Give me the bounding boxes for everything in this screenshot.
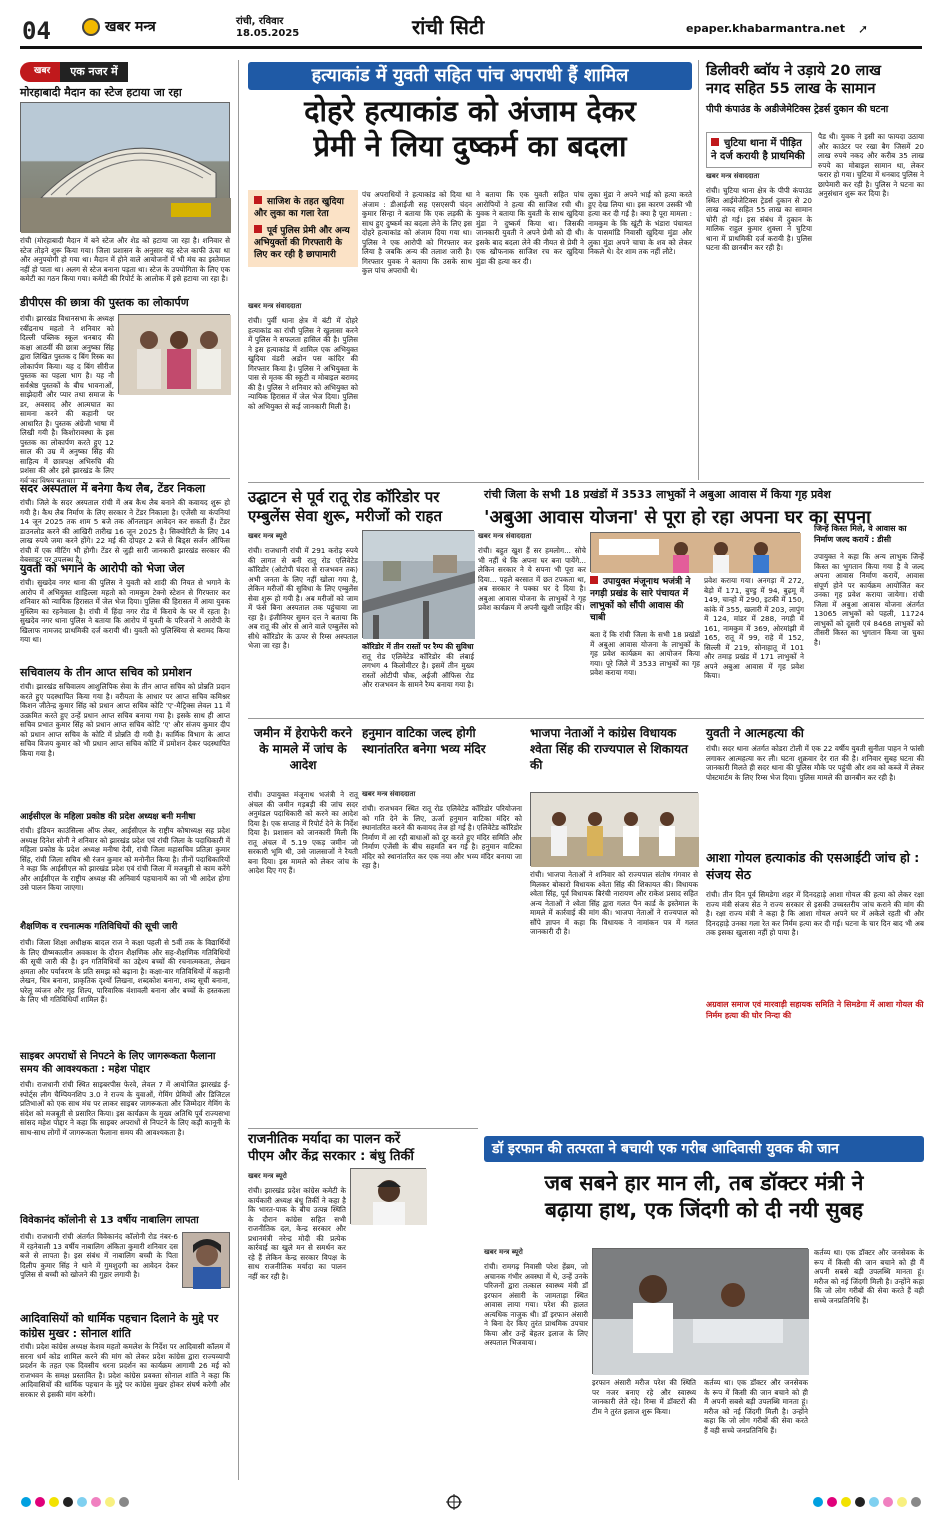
- land-body: रांची। उपायुक्त मंजूनाथ भजंत्री ने रातू अंचल की जमीन गड़बड़ी की जांच सदर अनुमंडल पदाधिकारी को करने का आदेश दिया है। एक सप्ताह में रिपोर्ट देने के निर्देश दिया है। प्रशासन को जानकारी मिली कि रातू अंचल में 5.19 एकड़ जमीन जो सरकारी भूमि थी, उसे जालसाजों ने रैयती बना दिया। इस मामले को लेकर जांच के आदेश दिए गए हैं।: [248, 790, 358, 875]
- suicide-body: रांची। सदर थाना अंतर्गत कोडरा टोली में एक 22 वर्षीय युवती सुनीता पाहन ने फांसी लगाकर आत्महत्या कर ली। घटना शुक्रवार देर रात की है। शनिवार सुबह घटना की जानकारी मिलते ही सदर थाना की पुलिस मौके पर पहुंची और शव को कब्जे में लेकर पोस्टमार्टम के लिए रिम्स भेज दिया। पुलिस मामले की छानबीन कर रही है।: [706, 744, 924, 782]
- ribbon-title: एक नजर में: [60, 62, 128, 82]
- abua-banner: रांची जिला के सभी 18 प्रखंडों में 3533 लाभुकों ने अबुआ आवास में किया गृह प्रवेश: [484, 488, 831, 501]
- color-registration-right: [700, 1496, 924, 1508]
- ambulance-headline: [248, 488, 480, 526]
- bullet-square-icon: [590, 576, 598, 584]
- delivery-headline: [706, 62, 924, 98]
- missing-girl-photo: [182, 1232, 230, 1288]
- lead-body-col3: ने बताया कि एक युवती सहित पांच आरोपियों ने हत्या की साजिश रची थी। युवक ने बताया कि युवती के साथ खुदिया मुंडा ने दुष्कर्म किया था। जिसकी जानकारी युवती ने अपने प्रेमी को दी थी। इसके बाद बदला लेने की नीयत से प्रेमी ने एक खौफनाक साजिश रच कर खुदिया मुंडा की हत्या कर दी।: [476, 190, 584, 266]
- color-registration-left: [20, 1496, 230, 1508]
- stage-photo: [20, 102, 230, 232]
- date-line-1: रांची, रविवार: [236, 16, 284, 27]
- abua-caption-body: बता दें कि रांची जिला के सभी 18 प्रखंडों में अबुआ आवास योजना के लाभुकों के गृह प्रवेश कार्यक्रम का आयोजन किया गया। पूरे जिले में 3533 लाभुकों का गृह प्रवेश कराया गया।: [590, 630, 700, 677]
- byline: खबर मन्त्र ब्यूरो: [248, 1172, 287, 1180]
- story-body: रांची। झारखंड सचिवालय आशुलिपिक सेवा के तीन आप्त सचिव को प्रोन्नति प्रदान करते हुए पदस्थापित किया गया है। वरीयता के आधार पर आप्त सचिव कमिश्नर किशन जीतेन्द्र कुमार सिंह को प्रधान आप्त सचिव कोटि 'ए'-मैट्रिक्स लेवल 11 में उत्क्रमित करते हुए उन्हें प्रधान आप्त सचिव बनाया गया है। इसके साथ ही आप्त सचिव प्रभात कुमार सिंह को प्रधान आप्त सचिव कोटि 'ए' और संजय कुमार दीप को प्रधान आप्त सचिव के कोटि में प्रोन्नति दी गयी है। कार्मिक विभाग के आप्त सचिव विजय कुमार को भी प्रधान आप्त सचिव कोटि में प्रमोशन देकर पदस्थापित किया गया है।: [20, 682, 230, 758]
- lead-body-col2: पंच अपराधियों ने हत्याकांड को दिया था अंजाम : डीआईजी सह एसएसपी चंदन कुमार सिन्हा ने बताया कि एक लड़की के साथ हुए दुष्कर्म का बदला लेने के लिए इस दोहरे हत्याकांड को अंजाम दिया गया था। पुलिस ने एक आरोपी को गिरफ्तार कर लिया है जबकि अन्य की तलाश जारी है। गिरफ्तार युवक ने बताया कि उसके साथ कुल पांच अपराधी थे।: [362, 190, 472, 275]
- ambulance-subhead: कॉरिडोर में तीन रास्तों पर रैम्प की सुविधा: [362, 642, 474, 651]
- date-line-2: 18.05.2025: [236, 28, 300, 39]
- ambulance-body: रांची। राजधानी रांची में 291 करोड़ रुपये की लागत से बनी रातू रोड एलिवेटेड कॉरिडोर (ओटोपी चंदरा से राजभवन तक) अभी जनता के लिए नहीं खोला गया है, लेकिन मरीजों की सुविधा के लिए एम्बुलेंस सेवा शुरू हो गयी है। अब मरीजों को जाम में फंसे बिना अस्पताल तक पहुंचाया जा रहा है। इंजीनियर सुमन दत्त ने बताया कि अब रातू की ओर से आने वाले एम्बुलेंस को सीधे कॉरिडोर के ऊपर से रिम्स अस्पताल भेजा जा रहा है।: [248, 546, 358, 650]
- patient-care-illustration: [593, 1249, 809, 1375]
- divider: [20, 478, 230, 479]
- lead-bullets: [248, 190, 358, 267]
- website-link[interactable]: epaper.khabarmantra.net: [686, 22, 845, 35]
- corridor-illustration: [363, 531, 475, 639]
- story-body: रांची (मोरहाबादी मैदान में बने स्टेज और शेड को हटाया जा रहा है। शनिवार से स्टेज तोड़ने शुरू किया गया। जिला प्रशासन के अनुसार यह स्टेज काफी ऊंचा था और अनुपयोगी हो गया था। मैदान में होने वाले आयोजनों में भी मंच का इस्तेमाल नहीं हो पाता था। अलग से स्टेज बनाना पड़ता था। स्टेज के उपयोगिता के लिए एक कमेटी का गठन किया गया। कमेटी की रिपोर्ट के आलोक में इसे हटाया जा रहा है।: [20, 236, 230, 283]
- lead-kicker: हत्याकांड में युवती सहित पांच अपराधी हैं शामिल: [248, 62, 692, 90]
- column-rule: [238, 60, 239, 1480]
- abua-body: रांची। बहुत खुश हैं सर हमलोग... सोचे भी नहीं थे कि अपना घर बना पायेंगे... लेकिन सरकार ने ये सपना भी पूरा कर दिया... पहले बरसात में छत टपकता था, अब सरकार ने पक्का घर दे दिया है। अबुआ आवास योजना के लाभुकों ने गृह प्रवेश कार्यक्रम में अपनी खुशी जाहिर की।: [478, 546, 586, 612]
- portrait-illustration: [183, 1233, 231, 1289]
- irfan-body: रांची। रामगढ़ निवासी परेश हेंब्रम, जो अचानक गंभीर अवस्था में थे, उन्हें उनके परिजनों द्वारा तत्काल स्वास्थ्य मंत्री डॉ इरफान अंसारी के जामताड़ा स्थित आवास लाया गया। परेश की हालत अत्यधिक नाजुक थी। डॉ इरफान अंसारी ने बिना देर किए तुरंत प्राथमिक उपचार किया और उन्हें बेहतर इलाज के लिए अस्पताल भिजवाया।: [484, 1262, 588, 1347]
- section-ribbon: [20, 62, 230, 82]
- column-rule: [698, 60, 699, 480]
- lead-headline-line2: प्रेमी ने लिया दुष्कर्म का बदला: [313, 129, 627, 164]
- byline: खबर मन्त्र संवाददाता: [478, 532, 532, 540]
- story-body: रांची। इंडियन काउंसिल्स ऑफ लेबर, आईसीएल के राष्ट्रीय कोषाध्यक्ष सह प्रदेश अध्यक्ष दिनेश सोनी ने शनिवार को झारखंड प्रदेश एवं रांची जिला के पदाधिकारी में महिला प्रकोष्ठ के प्रदेश अध्यक्ष मनीषा देवी, रांची जिला महासचिव प्रतिज्ञा कुमार सिंह, रांची जिला सचिव श्री रंजन कुमार को मनोनीत किया है। तीनों पदाधिकारियों ने कहा कि आईसीएल को झारखंड प्रदेश एवं रांची जिला में मजबूती से काम करेंगे और आईसीएल के राष्ट्रीय अध्यक्ष की अनिवार्य पहचानायें का जो भी आदेश होगा उसे पालन किया जाएगा।: [20, 826, 230, 892]
- irfan-headline: [484, 1170, 924, 1225]
- bandhu-body: रांची। झारखंड प्रदेश कांग्रेस कमेटी के कार्यकारी अध्यक्ष बंधु तिर्की ने कहा है कि भारत-पाक के बीच उत्पन्न स्थिति के दौरान कांग्रेस सहित सभी राजनीतिक दल, केन्द्र सरकार और प्रधानमंत्री नरेन्द्र मोदी की प्रत्येक कार्रवाई का खुले मन से समर्थन कर रहे हैं लेकिन केन्द्र सरकार विपक्ष के साथ राजनीतिक मर्यादा का पालन नहीं कर रही है।: [248, 1186, 346, 1281]
- story-body: रांची। सुखदेव नगर थाना की पुलिस ने युवती को शादी की नियत से भगाने के आरोप में अभियुक्त शाहिल्ला महतो को नामकुम टेक्नो स्टेशन से गिरफ्तार कर शनिवार को न्यायिक हिरासत में जेल भेज दिया। पुलिस की हिरासत में आया युवक मुस्लिम का रहनेवाला है। रांची में हिंदा नगर रोड में किराये के घर में रहता है। सुखदेव नगर थाना पुलिस ने बताया कि आरोप में युवती के परिजनों ने आरोपी के खिलाफ नामजद प्राथमिकी दर्ज करायी थी। युवती को पुलिस्थिया से बरामद किया गया था।: [20, 578, 230, 644]
- header-rule: [20, 46, 922, 49]
- bullet-square-icon: [254, 225, 262, 233]
- brand-logo-icon: [82, 18, 100, 36]
- brand-name: खबर मन्त्र: [105, 19, 156, 35]
- delivery-headline-line2: नगद सहित 55 लाख के सामान: [706, 81, 876, 98]
- land-headline: जमीन में हेराफेरी करने के मामले में जांच के आदेश: [254, 726, 352, 772]
- story-heading: युवती को भगाने के आरोपी को भेजा जेल: [20, 562, 185, 575]
- abua-headline: 'अबुआ आवास योजना' से पूरा हो रहा अपना घर का सपना: [484, 507, 871, 528]
- ambulance-headline-line2: एम्बुलेंस सेवा शुरू, मरीजों को राहत: [248, 506, 443, 525]
- bandhu-headline-line1: राजनीतिक मर्यादा का पालन करें: [248, 1132, 401, 1147]
- story-heading: साइबर अपराधों से निपटने के लिए जागरूकता फैलाना समय की आवश्यकता : महेश पोद्दार: [20, 1051, 216, 1076]
- story-heading: आदिवासियों को धार्मिक पहचान दिलाने के मुद्दे पर कांग्रेस मुखर : सोनाल शांति: [20, 1312, 219, 1340]
- hanuman-headline: हनुमान वाटिका जल्द होगी स्थानांतरित बनेगा भव्य मंदिर: [362, 726, 486, 756]
- divider: [248, 718, 924, 719]
- irfan-photo: [592, 1248, 808, 1374]
- byline: खबर मन्त्र संवाददाता: [248, 302, 302, 310]
- bjp-headline: भाजपा नेताओं ने कांग्रेस विधायक श्वेता सिंह की राज्यपाल से शिकायत की: [530, 726, 688, 772]
- bullet-square-icon: [711, 138, 719, 146]
- irfan-body3-part: कर्तव्य था। एक डॉक्टर और जनसेवक के रूप में किसी की जान बचाने को ही मैं अपनी सबसे बड़ी उपलब्धि मानता हूं। मरीज को नई जिंदगी मिली है। उन्होंने कहा कि जो लोग गरीबों की सेवा करते हैं वही सच्चे जनप्रतिनिधि हैं।: [704, 1378, 808, 1435]
- irfan-banner: डॉ इरफान की तत्परता ने बचायी एक गरीब आदिवासी युवक की जान: [484, 1136, 924, 1162]
- story-heading-2: [20, 296, 230, 311]
- irfan-headline-line2: बढ़ाया हाथ, एक जिंदगी को दी नयी सुबह: [545, 1198, 863, 1223]
- byline: खबर मन्त्र ब्यूरो: [248, 532, 287, 540]
- story-heading: आईसीएल के महिला प्रकोष्ठ की प्रदेश अध्यक्ष बनी मनीषा: [20, 812, 196, 822]
- divider: [248, 482, 924, 483]
- lead-bullet: पूर्व पुलिस प्रेमी और अन्य अभियुक्तों की गिरफ्तारी के लिए कर रही है छापामारी: [254, 225, 350, 260]
- governor-meeting-illustration: [531, 793, 699, 867]
- abua-stats: प्रवेश कराया गया। अनगड़ा में 272, बेड़ो में 171, बुण्डु में 94, बुढ़मू में 149, चान्हो में 290, इटकी में 150, कांके में 355, खलारी में 203, लापुंग में 124, मांडर में 288, नगड़ी में 161, नामकुम में 369, ओरमांझी में 165, रातू में 99, राहे में 152, सिल्ली में 219, सोनाहातू में 101 और तमाड़ प्रखंड में 171 लाभुकों ने अपने अबुआ आवास में गृह प्रवेश किया।: [704, 576, 804, 680]
- ambulance-headline-line1: उद्घाटन से पूर्व रातू रोड कॉरिडोर पर: [248, 488, 440, 506]
- story-heading: शैक्षणिक व रचनात्मक गतिविधियों की सूची जारी: [20, 922, 178, 932]
- story-heading: डीपीएस की छात्रा की पुस्तक का लोकार्पण: [20, 296, 189, 309]
- page-number: 04: [22, 17, 51, 45]
- brand: [82, 18, 156, 36]
- abua-photo: [590, 532, 800, 572]
- divider: [248, 1128, 478, 1129]
- registration-mark-icon: [446, 1494, 462, 1510]
- irfan-body2: इरफान अंसारी मरीज परेश की स्थिति पर नजर बनाए रहे और स्वास्थ्य जानकारी लेते रहे। रिम्स में डॉक्टरों की टीम ने तुरंत इलाज शुरू किया।: [592, 1378, 696, 1416]
- bandhu-headline: [248, 1132, 478, 1166]
- delivery-body-col1: रांची। चुटिया थाना क्षेत्र के पीपी कंपाउंड स्थित आईमेजेटिक्स ट्रेडर्स दुकान से 20 लाख नकद सहित 55 लाख का सामान चोरी हो गई। इस संबंध में दुकान के मालिक राहुल कुमार शुक्ला ने चुटिया थाना में प्राथमिकी दर्ज करायी है। पुलिस घटना की छानबीन कर रही है।: [706, 186, 812, 252]
- lead-body-col4: लुका मुंडा ने अपने भाई को हत्या करते हुए देख लिया था। इस कारण उसकी भी हत्या कर दी गई है। क्या है पूरा मामला : नामकुम के कि खूंटी के भंडारा पंचायत के पासमांडि निवासी खुदिया मुंडा और लुका मुंडा अपने चाचा के शव को लेकर निकले थे। देर शाम तक नहीं लौटे।: [588, 190, 692, 256]
- cursor-icon: ➚: [858, 22, 869, 36]
- bandhu-photo: [350, 1168, 426, 1224]
- lead-headline-line1: दोहरे हत्याकांड को अंजाम देकर: [304, 94, 636, 128]
- house-handover-illustration: [591, 533, 801, 573]
- dateline: [236, 16, 299, 40]
- byline: खबर मन्त्र संवाददाता: [362, 790, 416, 798]
- story-body: रांची। राजधानी रांची स्थित साइबरपीस फेरवे, लेवल 7 में आयोजित झारखंड ई-स्पोर्ट्स लीग चैम्पियनशिप 3.0 ने राज्य के युवाओं, गेमिंग प्रेमियों और डिजिटल प्रतिभाओं को एक साथ मंच पर लाकर साइबर जागरूकता और जिम्मेदार गेमिंग के संदेश को मजबूती से प्रसारित किया। इस कार्यक्रम के मुख्य अतिथि पूर्व राज्यसभा सांसद महेश पोद्दार ने कहा कि साइबर अपराधों से निपटने के लिए कड़ी कानूनी के साथ-साथ लोगों में जागरूकता फैलाना समय की आवश्यकता है।: [20, 1080, 230, 1137]
- delivery-body-col2: पैड थी। युवक ने इसी का फायदा उठाया और काउंटर पर रखा बैग जिसमें 20 लाख रुपये नकद और करीब 35 लाख रुपये का मोबाइल सामान था, लेकर फरार हो गया। चुटिया में धनबाद पुलिस ने छापेमारी कर रही है। पुलिस ने घटना का अनुसंधान शुरू कर दिया है।: [818, 132, 924, 198]
- ribbon-tag: खबर: [20, 62, 60, 82]
- bullet-square-icon: [254, 196, 262, 204]
- asha-body: रांची। तीन दिन पूर्व सिमडेगा शहर में दिनदहाड़े आशा गोयल की हत्या को लेकर रक्षा राज्य मंत्री संजय सेठ ने राज्य सरकार से इसकी उच्चस्तरीय जांच कराने की मांग की है। रक्षा राज्य मंत्री ने कहा है कि आशा गोयल अपने घर में अकेले रहती थी और दिनदहाड़े उनका गला रेत कर निर्मम हत्या कर दी गई। घटना के चार दिन बाद भी अब तक इसका खुलासा नहीं हो पाया है।: [706, 890, 924, 937]
- lead-headline: [248, 94, 692, 165]
- story-body: रांची। राजधानी रांची अंतर्गत विवेकानंद कॉलोनी रोड नंबर-6 में रहनेवाली 13 वर्षीय नाबालिग अंकिता कुमारी शनिवार दस बजे से लापता है। इस संबंध में नाबालिग बच्ची के पिता दिलीप कुमार सिंह ने थाने में गुमशुदगी का आवेदन देकर पुलिस से बच्ची को खोजने की गुहार लगायी है।: [20, 1232, 178, 1279]
- suicide-headline: युवती ने आत्महत्या की: [706, 726, 804, 740]
- lead-bullet: साजिश के तहत खुदिया और लुका का गला रेता: [254, 197, 344, 219]
- city-title: रांची सिटी: [412, 15, 485, 39]
- story-body: रांची। प्रदेश कांग्रेस अध्यक्ष केशव महतो कमलेश के निर्देश पर आदिवासी कॉलम में सरना धर्म कोड शामिल करने की मांग को लेकर प्रदेश कांग्रेस द्वारा राज्यव्यापी प्रदर्शन के तहत एक दिवसीय धरना प्रदर्शन का कार्यक्रम आगामी 26 मई को राजभवन के समक्ष प्रस्तावित है। प्रदेश कांग्रेस प्रवक्ता सोनाल शांति ने कहा कि आदिवासियों की धार्मिक पहचान के मुद्दे पर कांग्रेस मुखर होकर संघर्ष करेगी और सरकार से इसकी मांग करेगी।: [20, 1342, 230, 1399]
- delivery-kicker: पीपी कंपाउंड के अडीजेमेटिक्स ट्रेडर्स दुकान की घटना: [706, 104, 889, 115]
- story-body: रांची। जिला शिक्षा अधीक्षक बादल राज ने कक्षा पहली से 5वीं तक के विद्यार्थियों के लिए ग्रीष्मकालीन अवकाश के दौरान शैक्षणिक और सह-शैक्षणिक गतिविधियों की सूची जारी की है। इन गतिविधियों का उद्देश्य बच्चों की रचनात्मकता, लेखन क्षमता और पर्यावरण के प्रति समझ को बढ़ाना है। कक्षा-वार गतिविधियों में कहानी लेखन, चित्र बनाना, प्राकृतिक दृश्यों लिखना, शब्दकोश बनाना, शब्द सूची बनाना, घरेलू व्यंजन और गृह शिल्प, पारिवारिक वंशावली बनाना और बच्चों के हस्तकला के लिए भी गतिविधियाँ शामिल हैं।: [20, 938, 230, 1004]
- stage-illustration: [21, 103, 231, 233]
- story-heading: सदर अस्पताल में बनेगा कैथ लैब, टेंडर निकला: [20, 482, 206, 495]
- bjp-body: रांची। भाजपा नेताओं ने शनिवार को राज्यपाल संतोष गंगवार से मिलकर बोकारो विधायक श्वेता सिंह की शिकायत की। विधायक श्वेता सिंह, पूर्व विधायक बिरंची नारायण और राकेश प्रसाद सहित अन्य नेताओं ने श्वेता सिंह द्वारा गलत पैन कार्ड के इस्तेमाल के मामले में कार्रवाई की मांग की। भाजपा नेताओं ने राज्यपाल को सौंपे ज्ञापन में कहा कि विधायक ने नामांकन पत्र में गलत जानकारी दी है।: [530, 870, 698, 936]
- abua-side-body: उपायुक्त ने कहा कि अन्य लाभुक जिन्हें किस्त का भुगतान किया गया है वे जल्द अपना आवास निर्माण करायें, आवास संपूर्ण होने पर कार्यक्रम आयोजित कर उनका गृह प्रवेश कराया जायेगा। रांची जिला में अबुआ आवास योजना अंतर्गत 13065 लाभुकों को पहली, 11724 लाभुकों को दूसरी एवं 8468 लाभुकों को तीसरी किस्त का भुगतान किया जा चुका है।: [814, 552, 924, 647]
- story-stage: [20, 86, 230, 101]
- story-body: रांची। जिले के सदर अस्पताल रांची में अब कैथ लैब बनाने की कवायद शुरू हो गयी है। कैथ लैब निर्माण के लिए सरकार ने टेंडर निकाला है। एजेंसी या कंपनियां 14 जून 2025 तक शाम 5 बजे तक ऑनलाइन आवेदन कर सकती हैं। टेंडर डाउनलोड करने की आखिरी तारीख 16 जून 2025 है। सिक्योरिटी के लिए 14 लाख रुपये जमा करने होंगे। 22 मई की दोपहर 2 बजे से बिड्स सर्जन ऑफिस रांची में एक मीटिंग भी होगी। टेंडर से जुड़ी सारी जानकारी झारखंड सरकार की वेबसाइट पर उपलब्ध है।: [20, 498, 230, 564]
- story-heading: सचिवालय के तीन आप्त सचिव को प्रमोशन: [20, 666, 192, 679]
- story-body: रांची। झारखंड विधानसभा के अध्यक्ष रबींद्रनाथ महतो ने शनिवार को दिल्ली पब्लिक स्कूल धनबाद की कक्षा आठवीं की छात्रा अनुष्का सिंह द्वारा लिखित पुस्तक द बिंग रिस्क का लोकार्पण किया। यह द बिंग सीरीज पुस्तक का पहला भाग है। यह नौ सर्वश्रेष्ठ पुस्तकों के बीच भावनाओं, साझेदारी और प्यार तथा समाज के डर, अवसाद और आत्मघात का सामना करने की कहानी पर आधारित है। पुस्तक अंग्रेजी भाषा में लिखी गयी है। किशोरावस्था के इस पुस्तक का लोकार्पण करते हुए 12 साल की उम्र में अनुष्का सिंह की साहित्य में छात्रपक्ष अभिरुचि की प्रशंसा की और इसे झारखंड के लिए गर्व का विषय बताया।: [20, 314, 114, 485]
- asha-headline: आशा गोयल हत्याकांड की एसआईटी जांच हो : संजय सेठ: [706, 850, 920, 882]
- story-heading: मोरहाबादी मैदान का स्टेज हटाया जा रहा: [20, 86, 182, 99]
- hanuman-body: रांची। राजभवन स्थित रातू रोड एलिवेटेड कॉरिडोर परियोजना को गति देने के लिए, ऊर्जा हनुमान वाटिका मंदिर को स्थानांतरित करने की कवायद तेज हो गई है। एलिवेटेड कॉरिडोर निर्माण में आ रही बाधाओं को दूर करते हुए मंदिर समिति और निर्माण एजेंसी के बीच सहमति बन गई है। हनुमान वाटिका मंदिर को स्थानांतरित कर एक नया और भव्य मंदिर बनाया जा रहा है।: [362, 804, 522, 870]
- byline: खबर मन्त्र ब्यूरो: [484, 1248, 523, 1256]
- story-heading: विवेकानंद कॉलोनी से 13 वर्षीय नाबालिग लापता: [20, 1215, 199, 1226]
- portrait-illustration: [351, 1169, 427, 1225]
- ambulance-body2-wrap: [362, 642, 474, 710]
- bandhu-headline-line2: पीएम और केंद्र सरकार : बंधु तिर्की: [248, 1148, 414, 1164]
- corridor-photo: [362, 530, 474, 638]
- abua-caption: उपायुक्त मंजूनाथ भजंत्री ने नगड़ी प्रखंड के सारे पंचायत में लाभुकों को सौंपी आवास की चाबी: [590, 577, 691, 623]
- byline: खबर मन्त्र संवाददाता: [706, 172, 760, 180]
- ambulance-body2: रातू रोड एलिवेटेड कॉरिडोर की लंबाई लगभग 4 किलोमीटर है। इसमें तीन मुख्य रास्तों ओटीपी चौक, अईजी ऑफिस रोड और राजभवन के सामने रैम्प बनाया गया है।: [362, 651, 474, 690]
- book-launch-photo: [118, 314, 230, 394]
- lead-body-col1: रांची। पुर्वी थाना क्षेत्र में बंटी में दोहरे हत्याकांड का रांची पुलिस ने खुलासा करने में पुलिस ने सफलता हासिल की है। पुलिस ने इस हत्याकांड में शामिल एक अभियुक्त खुदिया वंडरी अडोन पस कांदिर की गिरफ्तार किया है। पुलिस ने अभियुक्ता के पास से मृतक की स्कूटी व मोबाइल बरामद की है। पुलिस ने शनिवार को अभियुक्त को न्यायिक हिरासत में जेल भेज दिया। पुलिस को अभियुक्त से कई जानकारी मिली है।: [248, 316, 358, 411]
- irfan-headline-line1: जब सबने हार मान ली, तब डॉक्टर मंत्री ने: [544, 1171, 864, 1195]
- delivery-aside: चुटिया थाना में पीड़ित ने दर्ज करायी है प्राथमिकी: [706, 132, 812, 168]
- irfan-body3: कर्तव्य था। एक डॉक्टर और जनसेवक के रूप में किसी की जान बचाने को ही मैं अपनी सबसे बड़ी उपलब्धि मानता हूं। मरीज को नई जिंदगी मिली है। उन्होंने कहा कि जो लोग गरीबों की सेवा करते हैं वही सच्चे जनप्रतिनिधि हैं।: [814, 1248, 924, 1305]
- asha-note: अग्रवाल समाज एवं मारवाड़ी सहायक समिति ने सिमडेगा में आशा गोयल की निर्मम हत्या की घोर निन्दा की: [706, 1000, 924, 1020]
- bjp-photo: [530, 792, 698, 866]
- abua-side-head: जिन्हें किस्त मिले, वे आवास का निर्माण जल्द करायें : डीसी: [814, 524, 907, 544]
- delivery-headline-line1: डिलीवरी ब्वॉय ने उड़ाये 20 लाख: [706, 63, 881, 79]
- people-illustration: [119, 315, 231, 395]
